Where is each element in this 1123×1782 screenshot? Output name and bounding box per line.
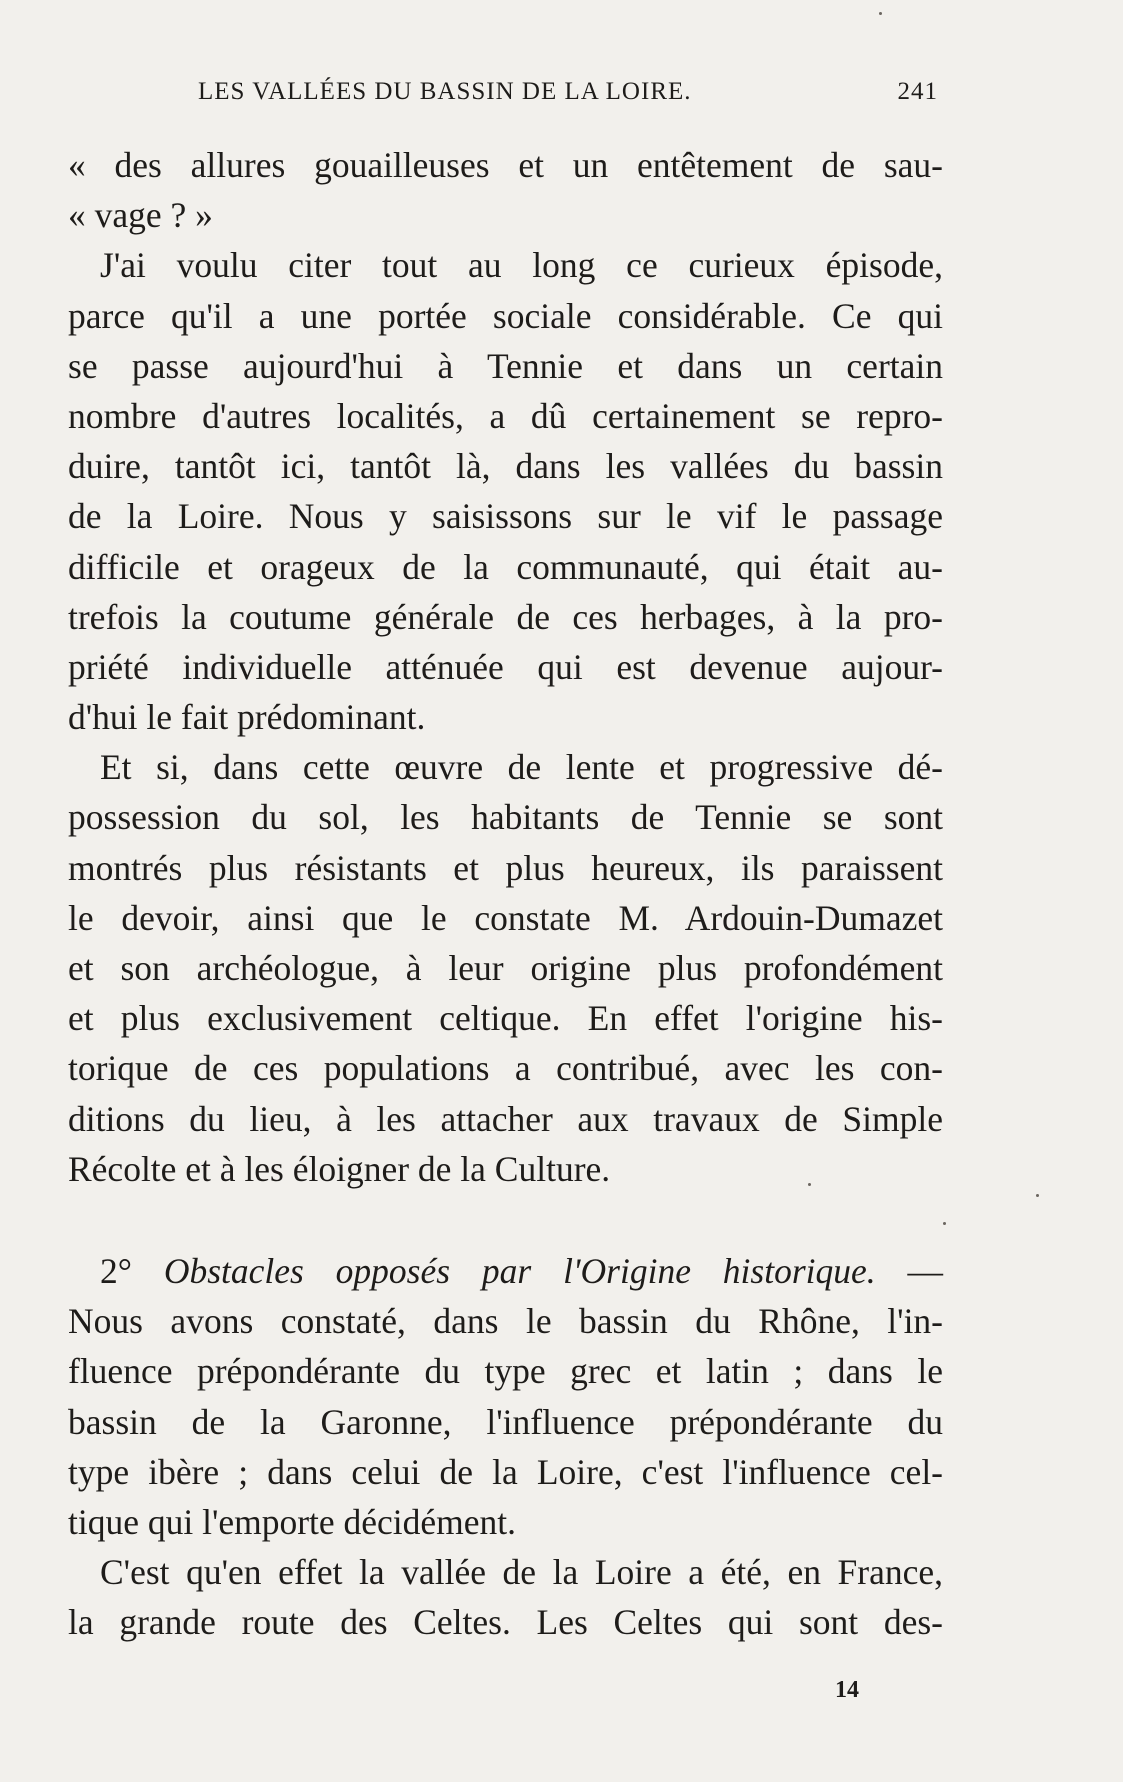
running-head-title: LES VALLÉES DU BASSIN DE LA LOIRE. xyxy=(198,78,692,105)
text-line: C'est qu'en effet la vallée de la Loire a été, en France, xyxy=(100,1552,943,1593)
text-line: se passe aujourd'hui à Tennie et dans un certain xyxy=(68,345,943,386)
text-line: priété individuelle atténuée qui est devenue aujour- xyxy=(68,646,943,687)
text-line: « des allures gouailleuses et un entêtement de sau- xyxy=(68,145,943,185)
text-line: et plus exclusivement celtique. En effet l'origine his- xyxy=(68,998,943,1039)
text-line: bassin de la Garonne, l'influence prépondérante du xyxy=(68,1401,943,1442)
text-line: et son archéologue, à leur origine plus profondément xyxy=(68,948,943,988)
paper-speck xyxy=(808,1183,811,1186)
text-line: parce qu'il a une portée sociale considérable. Ce qui xyxy=(68,295,943,336)
page-number: 241 xyxy=(897,78,938,105)
running-head xyxy=(198,78,938,118)
paper-speck xyxy=(1036,1194,1039,1197)
text-line: de la Loire. Nous y saisissons sur le vif le passage xyxy=(68,496,943,537)
section-title: Obstacles opposés par l'Origine historique. xyxy=(163,1250,876,1291)
text-line: Nous avons constaté, dans le bassin du Rhône, l'in- xyxy=(68,1301,943,1342)
text-line: trefois la coutume générale de ces herbages, à la pro- xyxy=(68,596,943,637)
text-line: J'ai voulu citer tout au long ce curieux épisode, xyxy=(100,245,943,286)
text-line: la grande route des Celtes. Les Celtes qui sont des- xyxy=(68,1602,943,1643)
signature-mark: 14 xyxy=(835,1677,859,1703)
body-text xyxy=(68,140,943,1647)
text-line: Et si, dans cette œuvre de lente et progressive dé- xyxy=(100,747,943,788)
text-line: Récolte et à les éloigner de la Culture. xyxy=(68,1148,611,1189)
text-line: d'hui le fait prédominant. xyxy=(68,697,426,738)
section-gap xyxy=(68,1194,943,1246)
text-line: « vage ? » xyxy=(68,195,213,236)
text-line: type ibère ; dans celui de la Loire, c'est l'influence cel- xyxy=(68,1451,943,1492)
text-line: difficile et orageux de la communauté, qui était au- xyxy=(68,546,943,587)
text-line: fluence prépondérante du type grec et latin ; dans le xyxy=(68,1351,943,1392)
section-number: 2° xyxy=(100,1250,132,1291)
text-line: le devoir, ainsi que le constate M. Ardouin-Dumazet xyxy=(68,897,943,938)
text-line: montrés plus résistants et plus heureux, ils paraissent xyxy=(68,847,943,888)
text-line: possession du sol, les habitants de Tennie se sont xyxy=(68,797,943,838)
section-dash: — xyxy=(907,1250,944,1291)
paper-speck xyxy=(943,1222,946,1225)
text-line: ditions du lieu, à les attacher aux travaux de Simple xyxy=(68,1098,943,1139)
text-line: duire, tantôt ici, tantôt là, dans les vallées du bassin xyxy=(68,446,943,487)
text-line: tique qui l'emporte décidément. xyxy=(68,1501,517,1542)
paper-speck xyxy=(879,12,882,15)
section-heading xyxy=(68,1246,943,1296)
text-line: nombre d'autres localités, a dû certainement se repro- xyxy=(68,395,943,436)
text-line: torique de ces populations a contribué, avec les con- xyxy=(68,1048,943,1089)
